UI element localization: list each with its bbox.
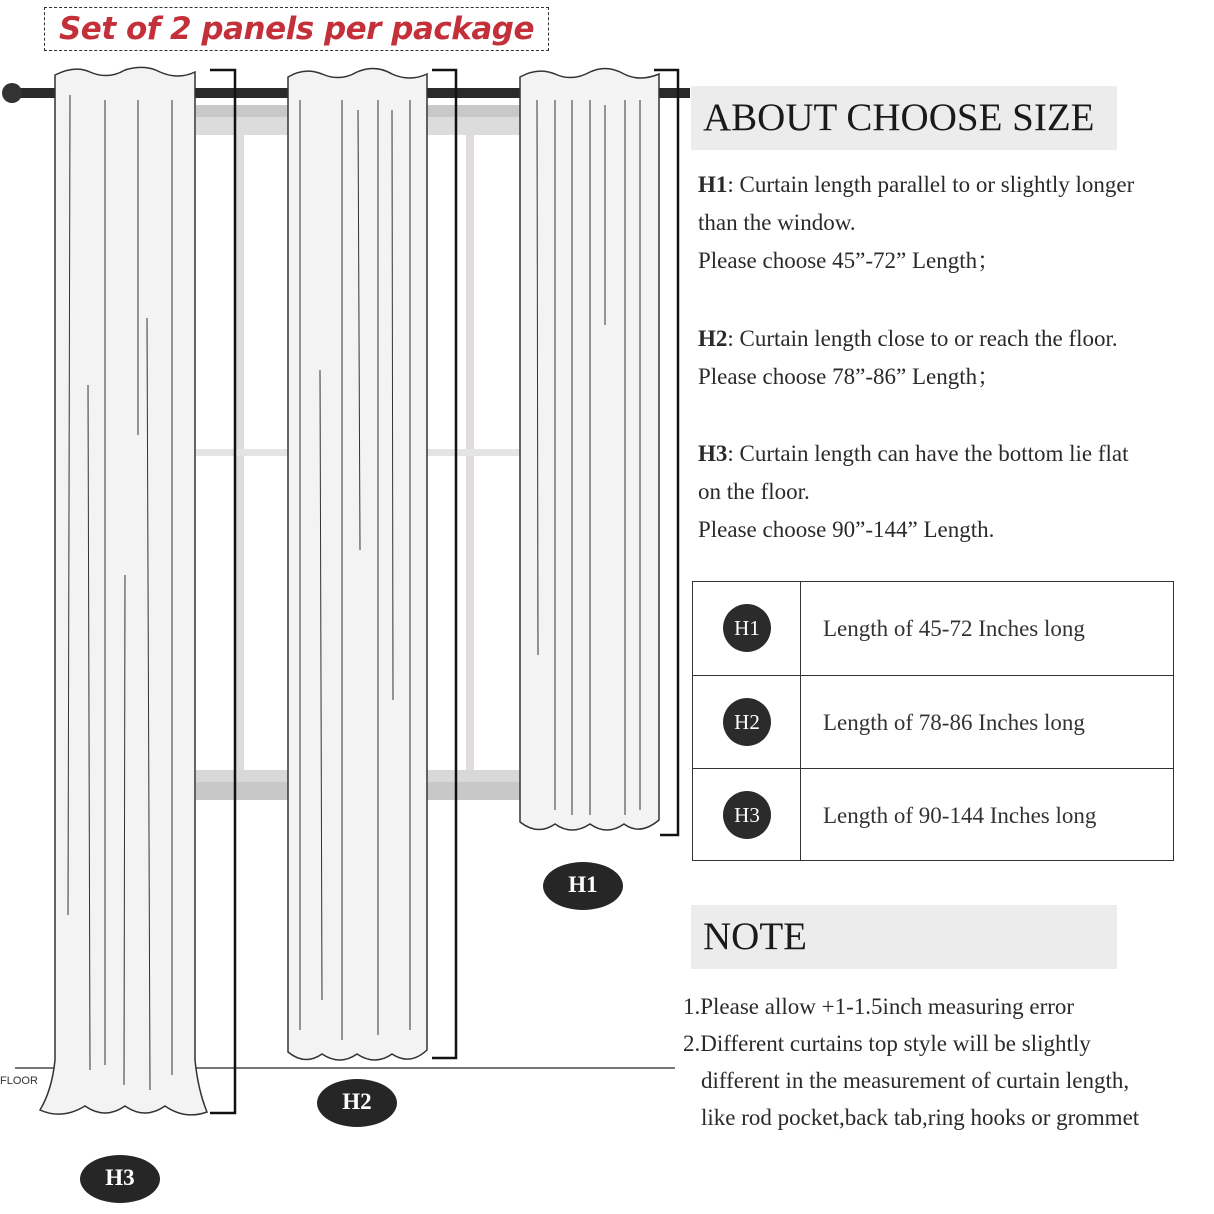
- note-heading: NOTE: [703, 915, 807, 958]
- h1-description: [698, 166, 1134, 280]
- h3-description: [698, 435, 1129, 549]
- h2-marker-label: H2: [342, 1089, 372, 1114]
- bracket-h2: [432, 70, 456, 1058]
- row-badge: H2: [723, 698, 771, 746]
- h3-marker-label: H3: [105, 1165, 135, 1190]
- note-item: 2.Different curtains top style will be slightly: [683, 1031, 1091, 1056]
- h1-line1: : Curtain length parallel to or slightly longer: [727, 172, 1135, 197]
- note-item: like rod pocket,back tab,ring hooks or grommet: [701, 1105, 1140, 1130]
- about-heading-box: [691, 86, 1117, 150]
- h3-line1: : Curtain length can have the bottom lie flat: [727, 441, 1129, 466]
- row-label: Length of 90-144 Inches long: [823, 803, 1097, 828]
- h2-tag: H2: [698, 326, 728, 351]
- note-heading-box: [691, 905, 1117, 969]
- h2-description: [698, 320, 1118, 396]
- curtain-h3: [40, 67, 207, 1114]
- note-item: different in the measurement of curtain length,: [701, 1068, 1130, 1093]
- curtain-h1: [520, 68, 659, 830]
- h1-line2: than the window.: [698, 210, 856, 235]
- h2-line1: : Curtain length close to or reach the floor.: [727, 326, 1118, 351]
- h3-choose: Please choose 90”-144” Length.: [698, 517, 995, 542]
- bracket-h3: [210, 70, 235, 1113]
- table-row: [693, 582, 1173, 675]
- floor-label: FLOOR: [0, 1075, 38, 1087]
- h1-marker-label: H1: [568, 872, 598, 897]
- row-label: Length of 45-72 Inches long: [823, 616, 1085, 641]
- curtain-h2: [288, 68, 427, 1060]
- about-heading: ABOUT CHOOSE SIZE: [703, 96, 1095, 139]
- size-table: [692, 581, 1174, 861]
- table-row: [693, 768, 1173, 861]
- h1-tag: H1: [698, 172, 728, 197]
- h2-choose: Please choose 78”-86” Length；: [698, 364, 1001, 389]
- row-label: Length of 78-86 Inches long: [823, 710, 1085, 735]
- note-item: 1.Please allow +1-1.5inch measuring error: [683, 994, 1075, 1019]
- row-badge: H1: [723, 604, 771, 652]
- h3-line2: on the floor.: [698, 479, 810, 504]
- row-badge: H3: [723, 791, 771, 839]
- h1-choose: Please choose 45”-72” Length；: [698, 248, 1001, 273]
- table-row: [693, 675, 1173, 768]
- h3-tag: H3: [698, 441, 728, 466]
- package-title: Set of 2 panels per package: [58, 11, 534, 47]
